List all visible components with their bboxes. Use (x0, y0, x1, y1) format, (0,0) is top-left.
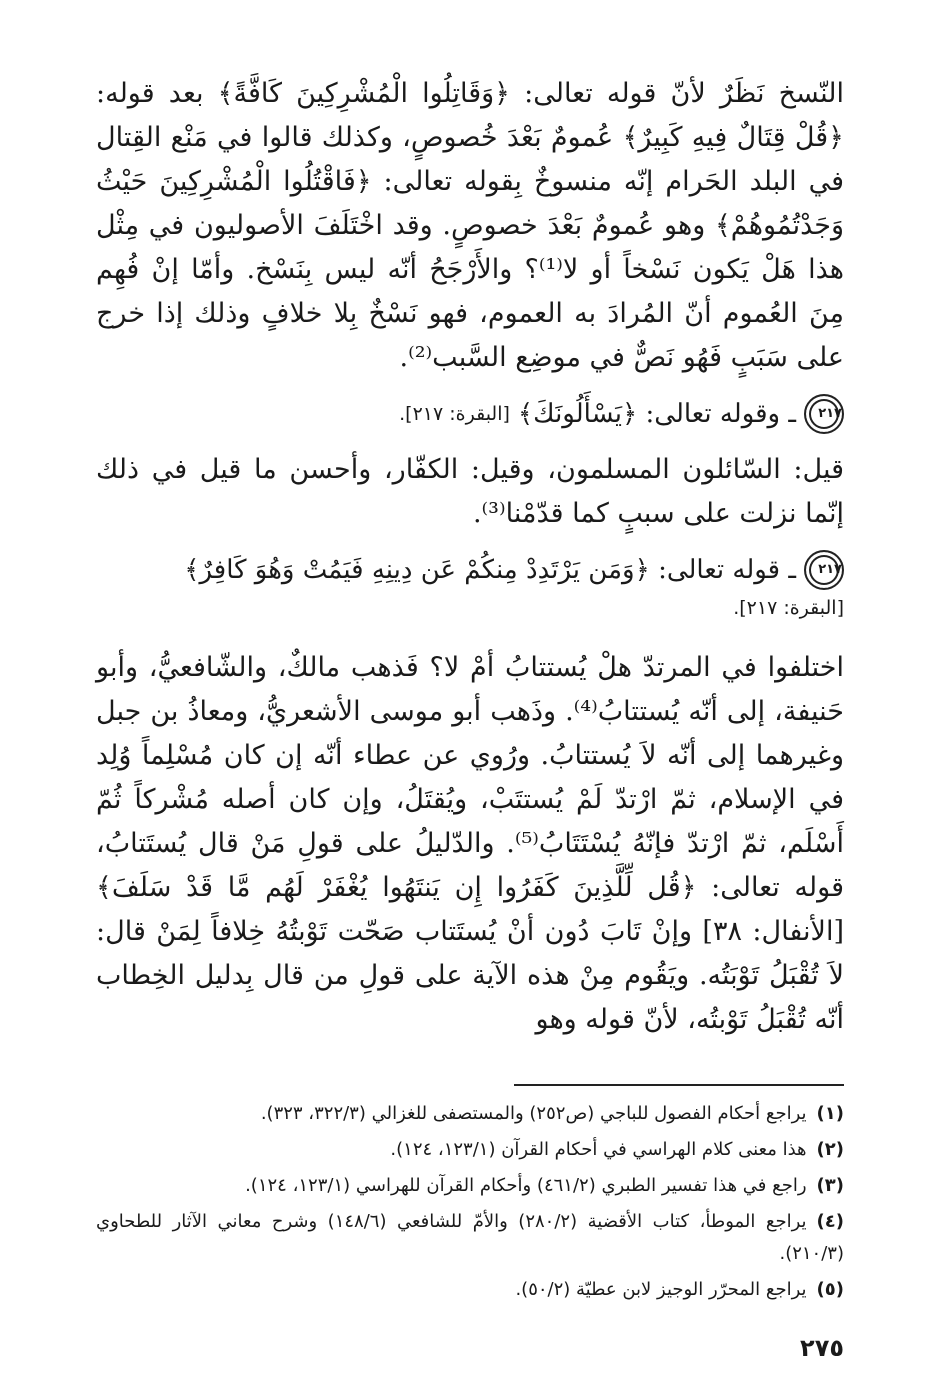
verse-heading-text: ـ وقوله تعالى: ﴿يَسْأَلُونَكَ﴾ (517, 399, 796, 429)
footnote-number: (٣) (816, 1175, 844, 1196)
footnote-text: يراجع المحرّر الوجيز لابن عطيّة (٥٠/٢). (515, 1279, 807, 1300)
verse-heading-text: ـ قوله تعالى: ﴿وَمَن يَرْتَدِدْ مِنكُمْ عَن دِينِهِ فَيَمُتْ وَهُوَ كَافِرٌ﴾ (184, 555, 796, 585)
footnote-divider (514, 1084, 844, 1086)
footnote-item (96, 1170, 844, 1202)
footnote-item (96, 1134, 844, 1166)
footnote-text: يراجع أحكام الفصول للباجي (ص٢٥٢) والمستصفى للغزالي (٣٢٢/٣، ٣٢٣). (260, 1103, 807, 1124)
page-content (96, 72, 844, 1362)
verse-reference: [البقرة: ٢١٧]. (733, 597, 844, 619)
footnote-item (96, 1206, 844, 1270)
body-paragraph: النّسخ نَظَرٌ لأنّ قوله تعالى: ﴿وَقَاتِلُوا الْمُشْرِكِينَ كَافَّةً﴾ بعد قوله: ﴿قُلْ قِتَالٌ فِيهِ كَبِيرٌ﴾ عُمومٌ بَعْدَ خُصوصٍ، وكذلك قالوا في مَنْع القِتال في البلد الحَرام إنّه منسوخٌ بِقوله تعالى: ﴿فَاقْتُلُوا الْمُشْرِكِينَ حَيْثُ وَجَدْتُمُوهُمْ﴾ وهو عُمومٌ بَعْدَ خصوصٍ. وقد اخْتَلَفَ الأصوليون في مِثْل هذا هَلْ يَكون نَسْخاً أو لا⁽¹⁾؟ والأَرْجَحُ أنّه ليس بِنَسْخ. وأمّا إنْ فُهِم مِنَ العُموم أنّ المُرادَ به العموم، فهو نَسْخٌ بِلا خلافٍ وذلك إذا خرج على سَبَبٍ فَهُو نَصٌّ في موضِع السَّبب⁽²⁾. (96, 78, 844, 373)
verse-reference: [البقرة: ٢١٧]. (399, 403, 510, 425)
footnote-number: (٤) (816, 1211, 844, 1232)
verse-number-badge-icon: ٢١٧ (804, 394, 844, 434)
footnote-text: يراجع الموطأ، كتاب الأقضية (٢٨٠/٢) والأمّ للشافعي (١٤٨/٦) وشرح معاني الآثار للطحاوي (٢١٠/٣). (96, 1211, 844, 1264)
verse-heading-217b (96, 550, 844, 626)
footnote-item (96, 1274, 844, 1306)
footnote-text: راجع في هذا تفسير الطبري (٤٦١/٢) وأحكام القرآن للهراسي (١٢٣/١، ١٢٤). (245, 1175, 807, 1196)
verse-heading-line (96, 550, 844, 590)
footnote-number: (٥) (816, 1279, 844, 1300)
footnote-number: (١) (816, 1103, 844, 1124)
footnote-item (96, 1098, 844, 1130)
footnotes (96, 1098, 844, 1310)
verse-heading-217a (96, 394, 844, 434)
page-number: ٢٧٥ (800, 1334, 844, 1362)
footnote-text: هذا معنى كلام الهراسي في أحكام القرآن (١٢٣/١، ١٢٤). (390, 1139, 807, 1160)
footnote-number: (٢) (816, 1139, 844, 1160)
body-paragraph: قيل: السّائلون المسلمون، وقيل: الكفّار، وأحسن ما قيل في ذلك إنّما نزلت على سببٍ كما قدّمْنا⁽³⁾. (96, 454, 844, 529)
verse-number-badge-icon: ٢١٧ (804, 550, 844, 590)
body-paragraph: اختلفوا في المرتدّ هلْ يُستتابُ أمْ لا؟ فَذهب مالكٌ، والشّافعيُّ، وأبو حَنيفة، إلى أنّه يُستتابُ⁽⁴⁾. وذَهب أبو موسى الأشعريُّ، ومعاذُ بن جبل وغيرهما إلى أنّه لاَ يُستتابُ. ورُوي عن عطاء أنّه إن كان مُسْلِماً وُلِد في الإسلام، ثمّ ارْتدّ لَمْ يُستتَبْ، ويُقتَلُ، وإن كان أصله مُشْركاً ثُمّ أَسْلَم، ثمّ ارْتدّ فإنّهُ يُسْتَتَابُ⁽⁵⁾. والدّليلُ على قولِ مَنْ قال يُستَتابُ، قوله تعالى: ﴿قُل لِّلَّذِينَ كَفَرُوا إِن يَنتَهُوا يُغْفَرْ لَهُم مَّا قَدْ سَلَفَ﴾ [الأنفال: ٣٨] وإنْ تَابَ دُون أنْ يُستَتاب صَحّت تَوْبتُهُ خِلافاً لِمَنْ قال: لاَ تُقْبَلُ تَوْبَتُه. ويَقُوم مِنْ هذه الآية على قولِ من قال بِدليل الخِطاب أنّه تُقْبَلُ تَوْبتُه، لأنّ قوله وهو (96, 652, 844, 1035)
